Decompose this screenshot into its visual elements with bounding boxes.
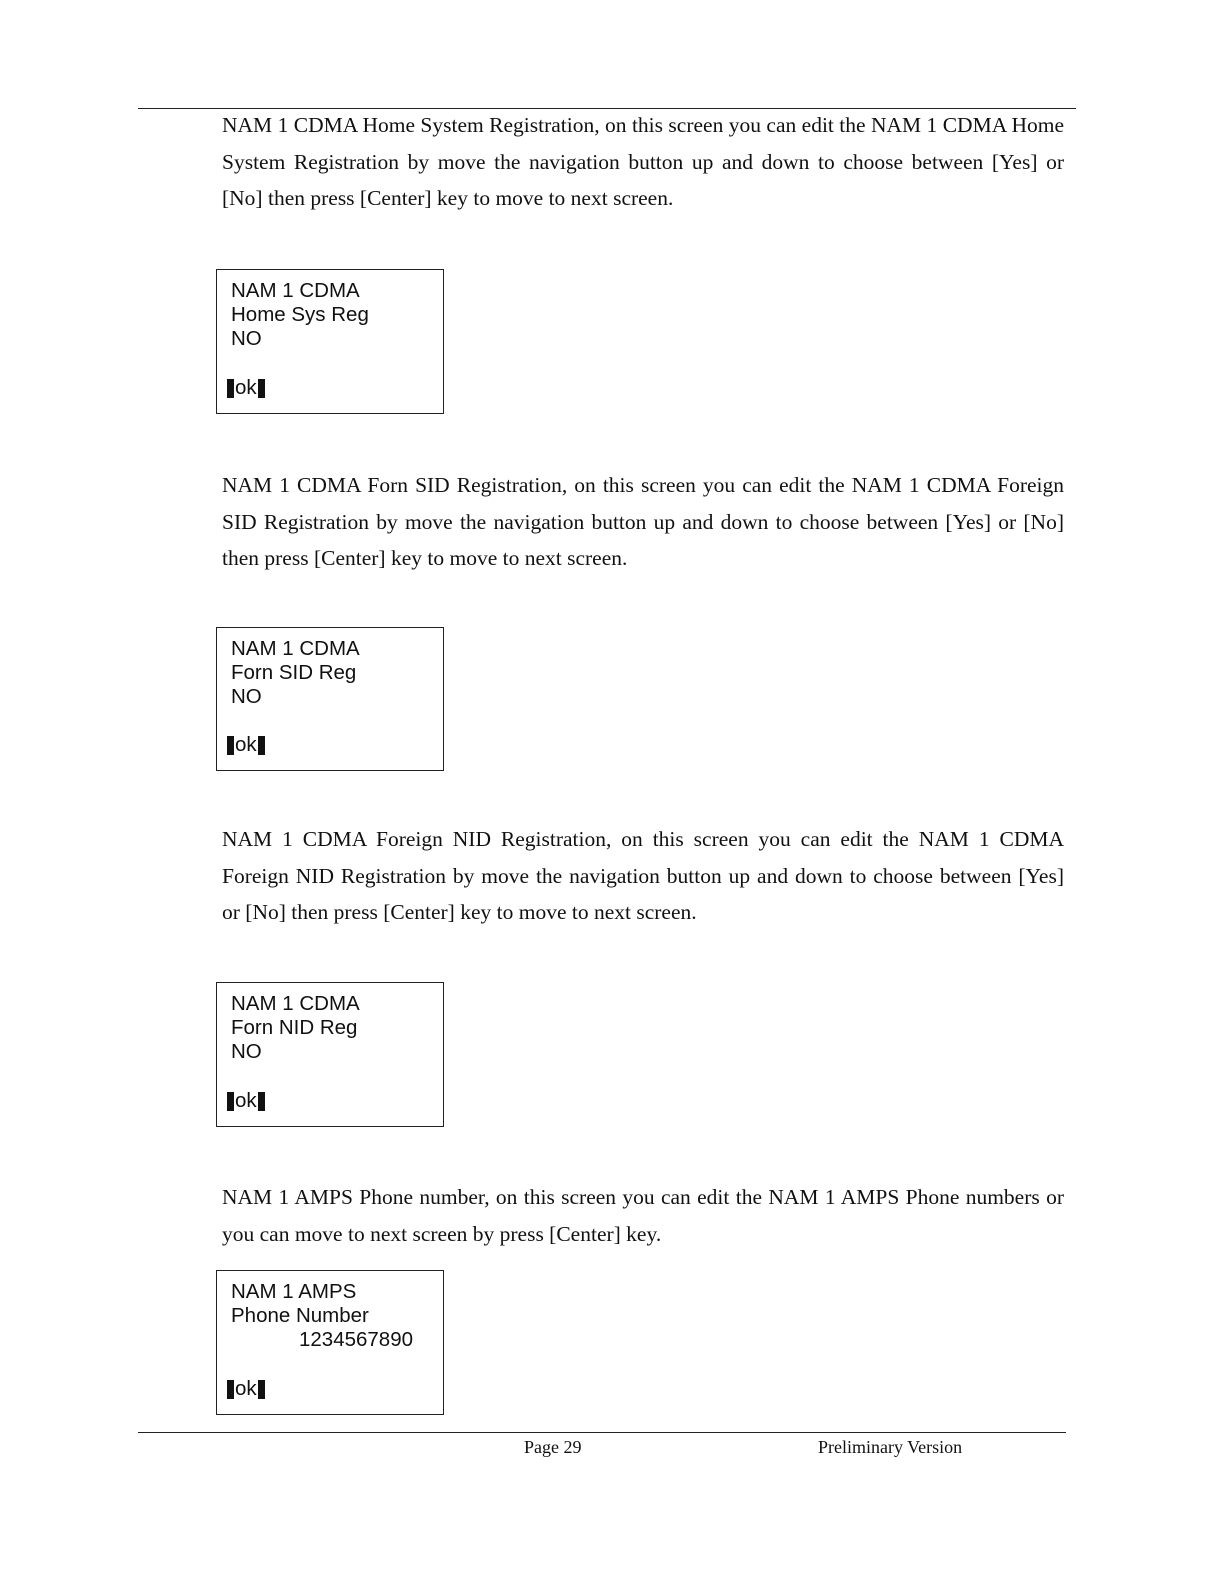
ok-softkey: ok <box>227 734 265 756</box>
phone-screen-home-sys-reg <box>216 269 444 414</box>
screen-value: 1234567890 <box>299 1328 414 1351</box>
screen-title: NAM 1 CDMA <box>231 279 360 302</box>
paragraph-amps-phone-number: NAM 1 AMPS Phone number, on this screen you can edit the NAM 1 AMPS Phone numbers or you can move to next screen by press [Center] key. <box>222 1185 1064 1246</box>
ok-softkey: ok <box>227 1090 265 1112</box>
ok-softkey: ok <box>227 1378 265 1400</box>
screen-setting: Home Sys Reg <box>231 303 369 326</box>
ok-softkey: ok <box>227 377 265 399</box>
paragraph-forn-nid-reg: NAM 1 CDMA Foreign NID Registration, on this screen you can edit the NAM 1 CDMA Foreign NID Registration by move the navigation button up and down to choose between [Yes] or [No] then press [Center] key to move to next screen. <box>222 827 1064 924</box>
phone-screen-forn-nid-reg <box>216 982 444 1127</box>
screen-title: NAM 1 CDMA <box>231 992 360 1015</box>
page-number: Page 29 <box>524 1437 582 1457</box>
paragraph-forn-sid-reg: NAM 1 CDMA Forn SID Registration, on this screen you can edit the NAM 1 CDMA Foreign SID Registration by move the navigation button up and down to choose between [Yes] or [No] then press [Center] key to move to next screen. <box>222 473 1064 570</box>
screen-title: NAM 1 CDMA <box>231 637 360 660</box>
paragraph-home-sys-reg: NAM 1 CDMA Home System Registration, on this screen you can edit the NAM 1 CDMA Home System Registration by move the navigation button up and down to choose between [Yes] or [No] then press [Center] key to move to next screen. <box>222 113 1064 210</box>
footer-rule <box>138 1432 1066 1433</box>
screen-value: NO <box>231 327 262 350</box>
screen-setting: Forn SID Reg <box>231 661 357 684</box>
phone-screen-forn-sid-reg <box>216 627 444 771</box>
screen-value: NO <box>231 1040 262 1063</box>
screen-setting: Phone Number <box>231 1304 369 1327</box>
version-label: Preliminary Version <box>818 1437 963 1457</box>
screen-value: NO <box>231 685 262 708</box>
phone-screen-amps-phone-number <box>216 1270 444 1415</box>
screen-title: NAM 1 AMPS <box>231 1280 357 1303</box>
screen-setting: Forn NID Reg <box>231 1016 358 1039</box>
